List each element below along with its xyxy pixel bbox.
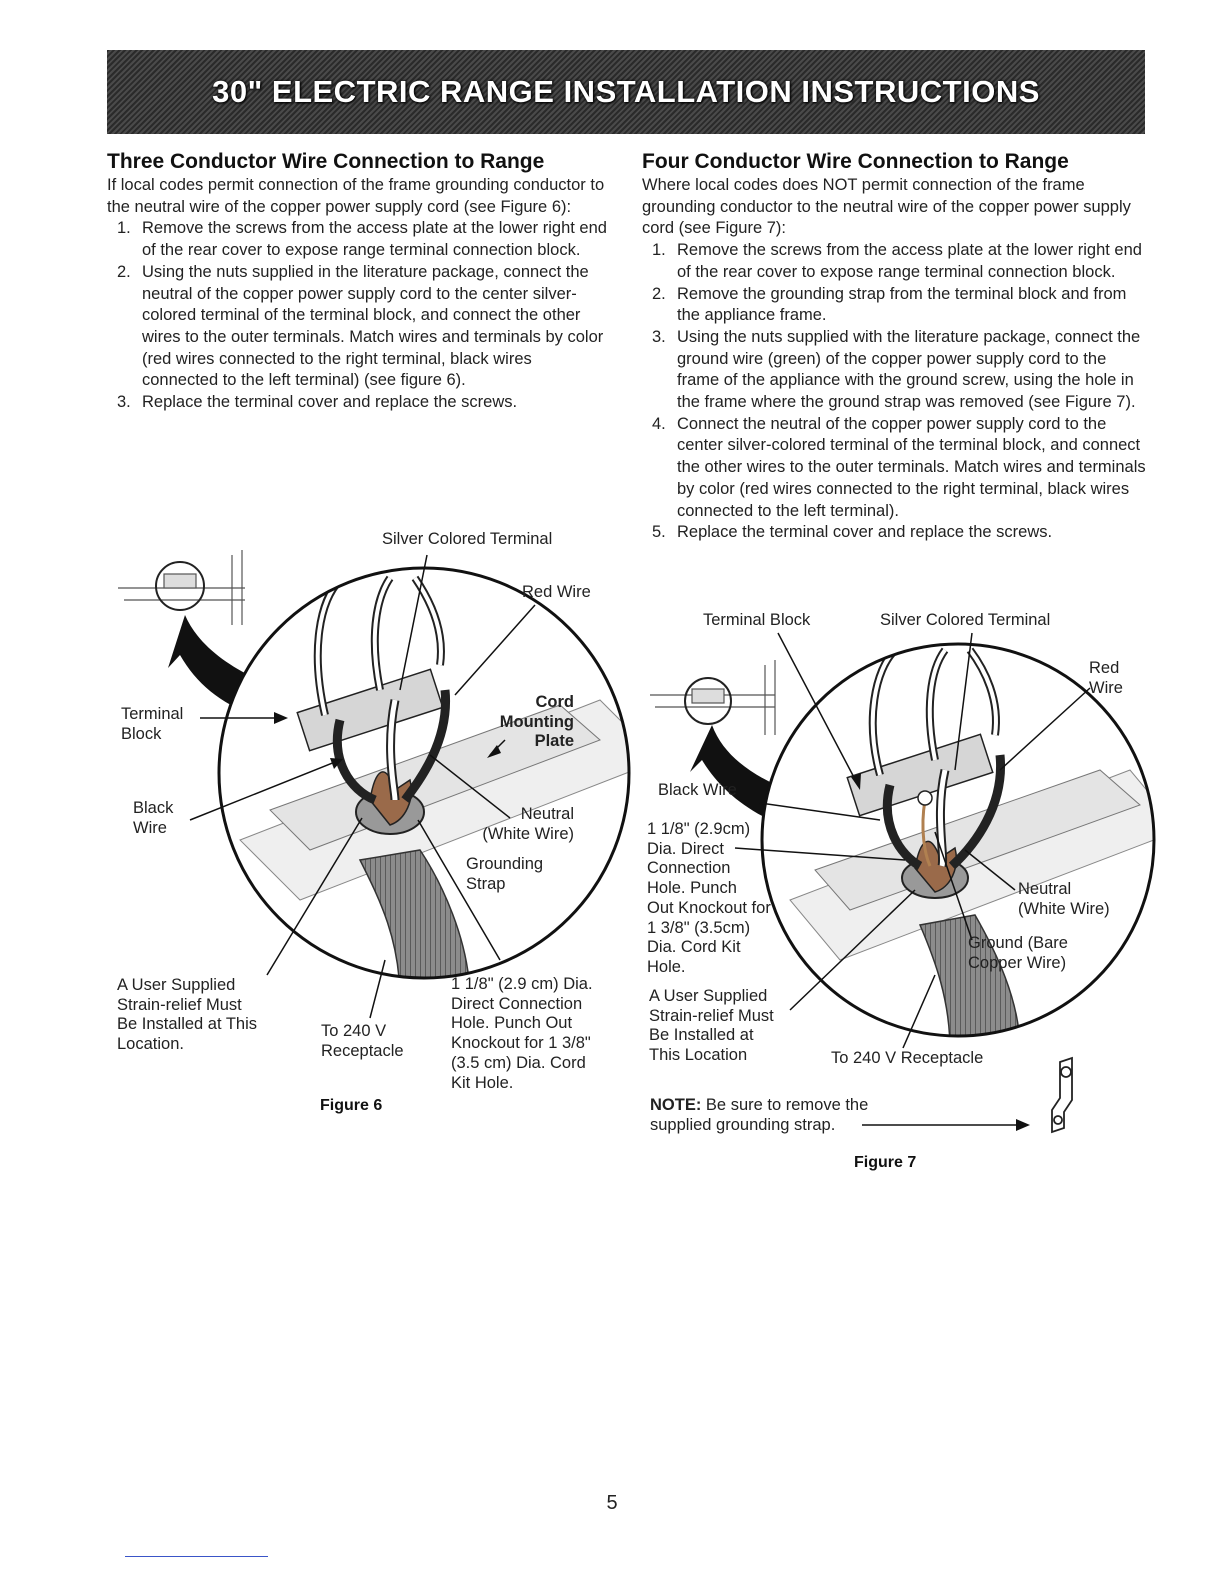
range-corner-sketch-6 [118,550,245,625]
figure-6-caption: Figure 6 [320,1097,383,1114]
list-item: 2. Remove the grounding strap from the terminal block and from the appliance frame. [652,284,1127,325]
label-ground: Ground (Bare Copper Wire) [968,934,1068,972]
figure-7-detail [762,644,1180,1050]
list-item: 1. Remove the screws from the access plate at the lower right end of the rear cover to expose range terminal connection block. [652,241,1142,281]
list-item: 1. Remove the screws from the access plate at the lower right end of the rear cover to expose range terminal connection block. [117,219,607,260]
footer-rule [125,1556,268,1557]
page-title: 30" ELECTRIC RANGE INSTALLATION INSTRUCTIONS [212,74,1040,109]
figure-7-caption: Figure 7 [854,1154,917,1171]
label-cord-mounting-plate: Cord Mounting Plate [499,693,574,751]
left-heading: Three Conductor Wire Connection to Range [107,150,545,173]
left-intro: If local codes permit connection of the frame grounding conductor to the neutral wire of the copper power supply cord (see Figure 6): [107,176,605,216]
label-black-wire: Black Wire [658,781,737,799]
list-item: 2. Using the nuts supplied in the literature package, connect the neutral of the copper power supply cord to the center silver-colored terminal of the terminal block, and connect the other wires to the outer terminals. Match wires and terminals by color (red wires connected to the right terminal, black wires connected to the left terminal) (see figure 6). [117,262,604,390]
label-red-wire: Red Wire [1089,659,1123,697]
label-to-240v: To 240 V Receptacle [321,1022,404,1060]
label-black-wire: Black Wire [133,799,174,837]
right-heading: Four Conductor Wire Connection to Range [642,150,1069,173]
label-terminal-block: Terminal Block [121,705,184,743]
page-number: 5 [606,1492,618,1514]
label-direct-hole: 1 1/8" (2.9cm) Dia. Direct Connection Hole. Punch Out Knockout for 1 3/8" (3.5cm) Dia. Cord Kit Hole. [647,820,771,976]
grounding-strap-note: NOTE: Be sure to remove the supplied grounding strap. [650,1096,869,1134]
list-item: 3. Using the nuts supplied with the literature package, connect the ground wire (green) of the copper power supply cord to the frame of the appliance with the ground screw, using the hole in the frame where the ground strap was removed (see Figure 7). [652,327,1141,412]
figure-6-detail [219,568,660,1000]
label-direct-hole: 1 1/8" (2.9 cm) Dia. Direct Connection Hole. Punch Out Knockout for 1 3/8" (3.5 cm) Dia. Cord Kit Hole. [451,975,593,1092]
label-neutral: Neutral (White Wire) [482,805,574,843]
label-grounding-strap: Grounding Strap [466,855,544,893]
list-item: 4. Connect the neutral of the copper power supply cord to the center silver-colored terminal of the terminal block, and connect the other wires to the outer terminals. Match wires and terminals by color (red wires connected to the right terminal, black wires connected to the left terminal). [652,414,1146,520]
grounding-strap-icon [1052,1058,1072,1132]
list-item: 3. Replace the terminal cover and replace the screws. [117,393,518,412]
label-neutral: Neutral (White Wire) [1018,880,1110,918]
label-silver-terminal: Silver Colored Terminal [880,611,1051,629]
label-strain-relief: A User Supplied Strain-relief Must Be Installed at This Location [649,987,774,1065]
arrowhead [1016,1119,1030,1131]
label-to-240v: To 240 V Receptacle [831,1049,984,1067]
label-strain-relief: A User Supplied Strain-relief Must Be Installed at This Location. [117,976,258,1054]
label-silver-terminal: Silver Colored Terminal [382,530,553,548]
right-intro: Where local codes does NOT permit connection of the frame grounding conductor to the neutral wire of the copper power supply cord (see Figure 7): [642,176,1131,238]
list-item: 5. Replace the terminal cover and replace the screws. [652,523,1053,542]
range-corner-sketch-7 [650,660,775,735]
label-terminal-block: Terminal Block [703,611,811,629]
label-red-wire: Red Wire [522,583,591,601]
